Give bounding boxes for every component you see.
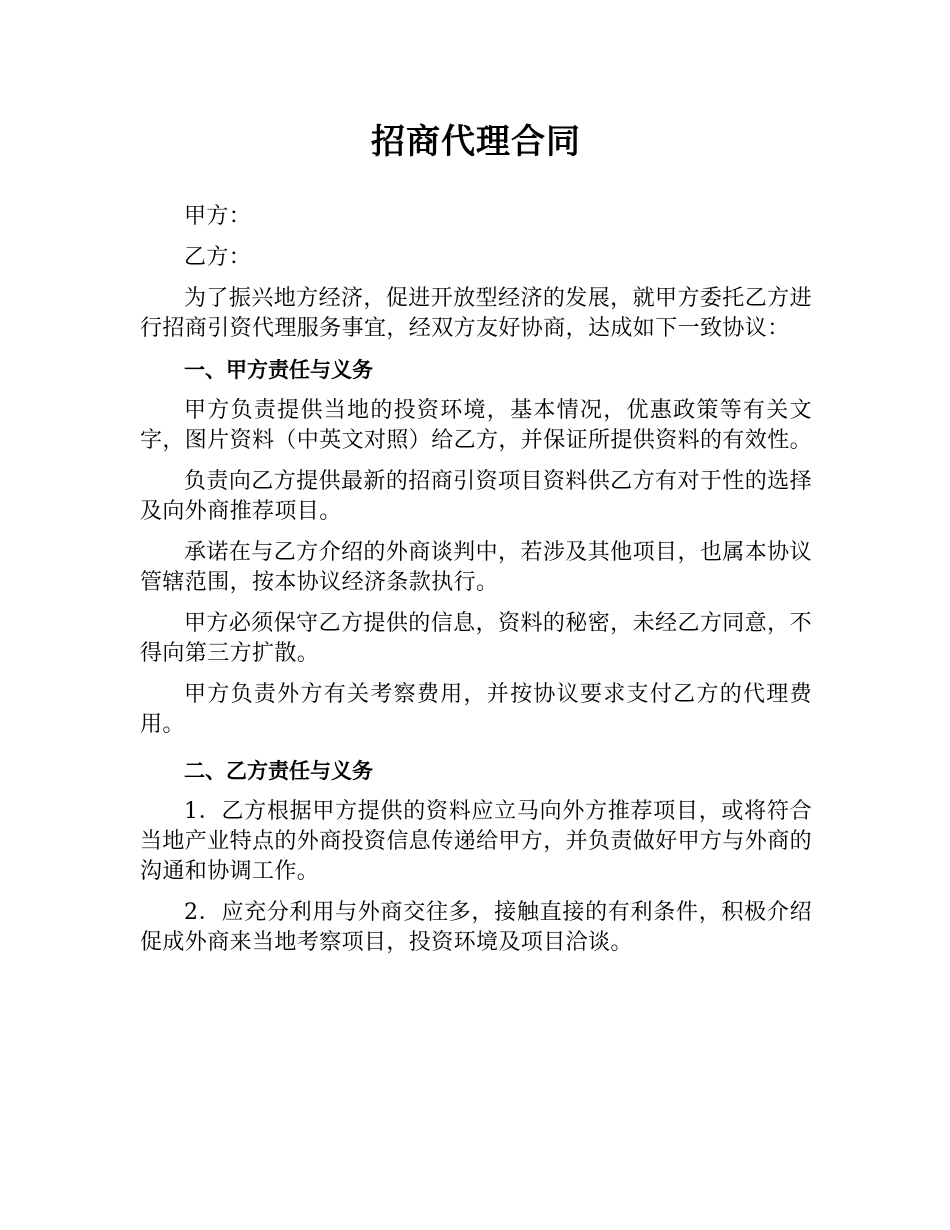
section-2-paragraph: 1．乙方根据甲方提供的资料应立马向外方推荐项目，或将符合当地产业特点的外商投资信息传递给甲方，并负责做好甲方与外商的沟通和协调工作。: [140, 799, 813, 884]
section-2-paragraph: 2．应充分利用与外商交往多，接触直接的有利条件，积极介绍促成外商来当地考察项目，投资环境及项目洽谈。: [140, 900, 812, 955]
section-1-paragraph: 甲方负责外方有关考察费用，并按协议要求支付乙方的代理费用。: [140, 682, 812, 737]
section-1-paragraph: 甲方负责提供当地的投资环境，基本情况，优惠政策等有关文字，图片资料（中英文对照）给乙方，并保证所提供资料的有效性。: [140, 398, 813, 453]
section-1-heading: 一、甲方责任与义务: [184, 358, 373, 382]
section-1-paragraph: 甲方必须保守乙方提供的信息，资料的秘密，未经乙方同意，不得向第三方扩散。: [140, 611, 812, 666]
document-body: [140, 202, 812, 969]
section-2-heading: 二、乙方责任与义务: [184, 759, 373, 783]
section-1-paragraph: 负责向乙方提供最新的招商引资项目资料供乙方有对于性的选择及向外商推荐项目。: [140, 469, 812, 524]
party-b-line: 乙方：: [184, 245, 252, 270]
section-1-paragraph: 承诺在与乙方介绍的外商谈判中，若涉及其他项目，也属本协议管辖范围，按本协议经济条款执行。: [140, 540, 812, 595]
intro-paragraph: 为了振兴地方经济，促进开放型经济的发展，就甲方委托乙方进行招商引资代理服务事宜，经双方友好协商，达成如下一致协议：: [140, 286, 812, 341]
party-a-line: 甲方：: [184, 204, 252, 229]
document-title: 招商代理合同: [371, 122, 581, 162]
